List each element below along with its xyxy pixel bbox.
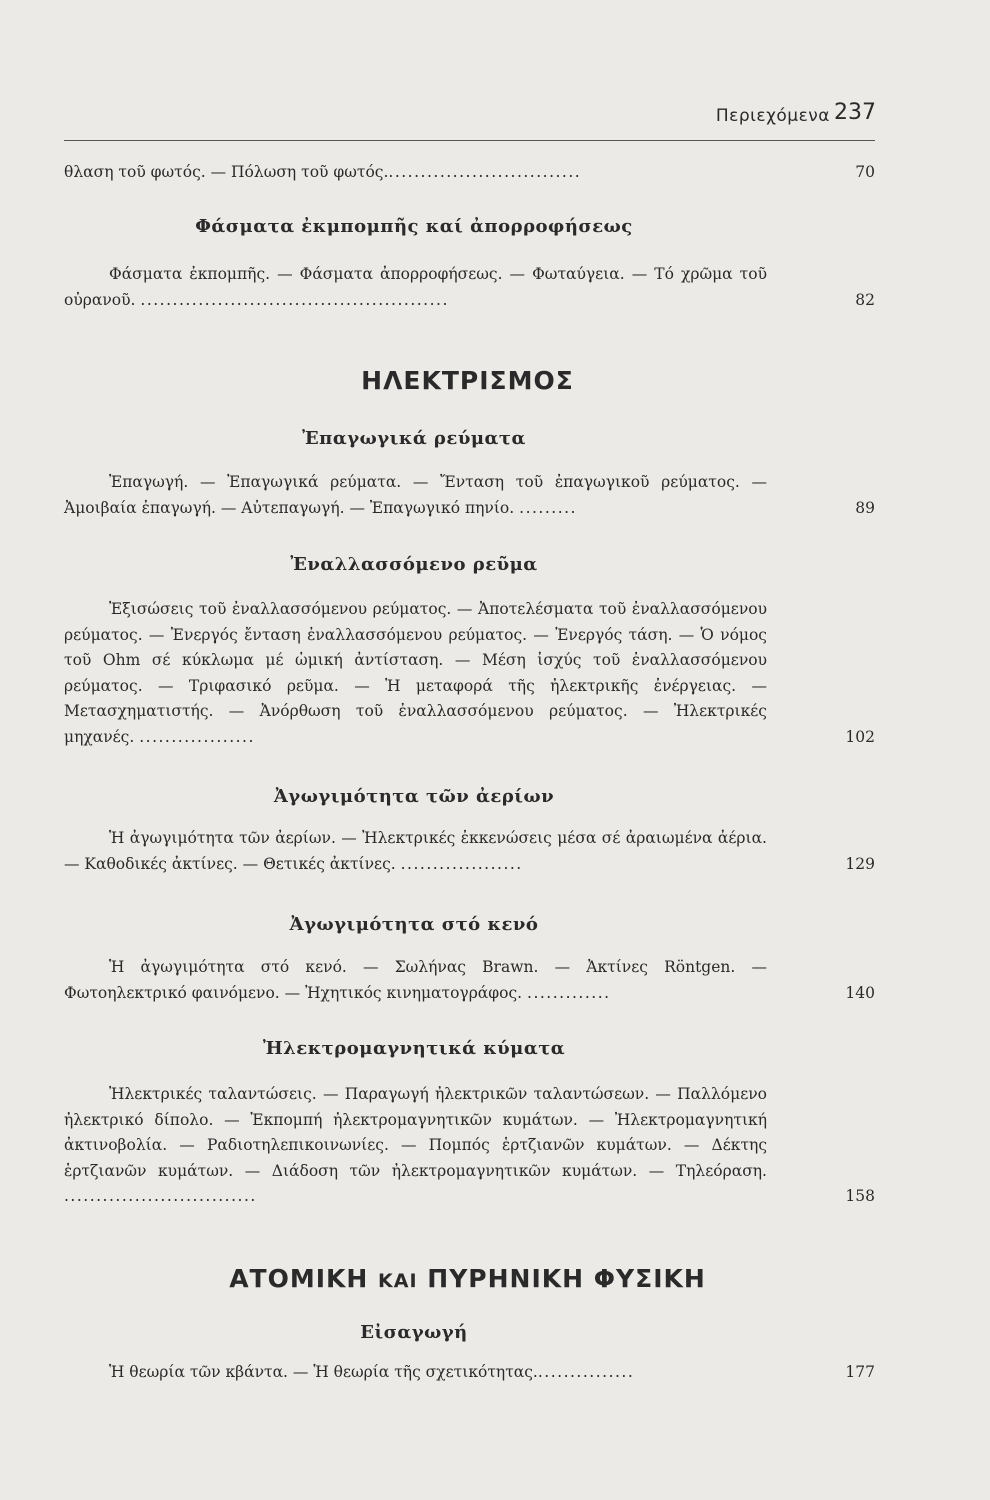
running-header: [0, 100, 990, 130]
leader-dots: ..................: [139, 727, 255, 746]
leader-dots: .............: [527, 983, 611, 1002]
toc-page-number: 82: [855, 290, 875, 309]
leader-dots: .........: [519, 498, 577, 517]
part-heading-conjunction: ΚΑΙ: [378, 1270, 418, 1292]
toc-entry-text: Ἡ θεωρία τῶν κβάντα. — Ἡ θεωρία τῆς σχετικότητας.: [109, 1363, 538, 1381]
part-heading-rest: ΠΥΡΗΝΙΚΗ ΦΥΣΙΚΗ: [427, 1264, 706, 1293]
leader-dots: ..............................: [388, 163, 582, 181]
toc-entry-text: Ἠλεκτρικές ταλαντώσεις. — Παραγωγή ἠλεκτρικῶν ταλαντώσεων. — Παλλόμενο ἠλεκτρικό δίπολο. — Ἐκπομπή ἠλεκτρομαγνητικῶν κυμάτων. — Ἠλεκτρομαγνητική ἀκτινοβολία. — Ραδιοτηλεπικοινωνίες. — Πομπός ἑρτζιανῶν κυμάτων. — Δέκτης ἑρτζιανῶν κυμάτων. — Διάδοση τῶν ἠλεκτρομαγνητικῶν κυμάτων. — Τηλεόραση.: [64, 1085, 767, 1180]
part-heading-main: ΑΤΟΜΙΚΗ: [229, 1264, 369, 1293]
section-heading: Ἐπαγωγικά ρεύματα: [302, 428, 526, 449]
toc-page-number: 158: [845, 1187, 875, 1205]
toc-entry-text: Ἡ ἀγωγιμότητα τῶν ἀερίων. — Ἠλεκτρικές ἐκκενώσεις μέσα σέ ἀραιωμένα ἀέρια. — Καθοδικές ἀκτίνες. — Θετικές ἀκτίνες.: [64, 829, 767, 873]
toc-entry-text: Ἡ ἀγωγιμότητα στό κενό. — Σωλήνας Brawn. — Ἀκτίνες Röntgen. — Φωτοηλεκτρικό φαινόμενο. — Ἠχητικός κινηματογράφος.: [64, 958, 767, 1002]
leader-dots: ...............: [537, 1363, 635, 1381]
section-heading: Ἠλεκτρομαγνητικά κύματα: [262, 1038, 566, 1059]
toc-page-number: 140: [845, 983, 875, 1002]
part-heading: [0, 1264, 935, 1293]
toc-entry: [64, 262, 875, 313]
toc-page-number: 89: [855, 498, 875, 517]
toc-entry-text: Ἐπαγωγή. — Ἐπαγωγικά ρεύματα. — Ἔνταση τοῦ ἐπαγωγικοῦ ρεύματος. — Ἀμοιβαία ἐπαγωγή. — Αὐτεπαγωγή. — Ἐπαγωγικό πηνίο.: [64, 473, 767, 517]
toc-page-number: 177: [845, 1363, 875, 1381]
leader-dots: ................................................: [140, 290, 449, 309]
section-heading: Ἀγωγιμότητα τῶν ἀερίων: [273, 786, 555, 807]
toc-entry: [64, 955, 875, 1006]
toc-page-number: 102: [845, 727, 875, 746]
toc-entry: [64, 1360, 875, 1386]
section-heading: Εἰσαγωγή: [360, 1322, 468, 1343]
running-title: Περιεχόμενα: [715, 106, 830, 126]
toc-entry-text: Ἐξισώσεις τοῦ ἐναλλασσόμενου ρεύματος. — Ἀποτελέσματα τοῦ ἐναλλασσόμενου ρεύματος. — Ἐνεργός ἔνταση ἐναλλασσόμενου ρεύματος. — Ἐνεργός τάση. — Ὁ νόμος τοῦ Ohm σέ κύκλωμα μέ ὠμική ἀντίσταση. — Μέση ἰσχύς τοῦ ἐναλλασσόμενου ρεύματος. — Τριφασικό ρεῦμα. — Ἡ μεταφορά τῆς ἠλεκτρικῆς ἐνέργειας. — Μετασχηματιστής. — Ἀνόρθωση τοῦ ἐναλλασσόμενου ρεύματος. — Ἠλεκτρικές μηχανές.: [64, 600, 767, 746]
toc-entry-text: θλαση τοῦ φωτός. — Πόλωση τοῦ φωτός.: [64, 163, 389, 181]
toc-entry-text: Φάσματα ἐκπομπῆς. — Φάσματα ἀπορροφήσεως. — Φωταύγεια. — Τό χρῶμα τοῦ οὐρανοῦ.: [64, 265, 767, 309]
leader-dots: ..............................: [64, 1187, 257, 1205]
toc-entry: [64, 1082, 875, 1210]
page-number: 237: [834, 100, 876, 125]
leader-dots: ...................: [400, 854, 523, 873]
toc-entry: [64, 826, 875, 877]
section-heading: Ἀγωγιμότητα στό κενό: [289, 914, 539, 935]
section-heading: Φάσματα ἐκμπομπῆς καί ἀπορροφήσεως: [195, 216, 633, 237]
toc-page-number: 129: [845, 854, 875, 873]
toc-entry: [64, 470, 875, 521]
toc-entry: [64, 160, 875, 186]
section-heading: Ἐναλλασσόμενο ρεῦμα: [290, 554, 538, 575]
toc-entry: [64, 597, 875, 750]
header-rule: [64, 140, 875, 141]
part-heading: ΗΛΕΚΤΡΙΣΜΟΣ: [361, 366, 574, 395]
toc-page-number: 70: [855, 163, 875, 181]
